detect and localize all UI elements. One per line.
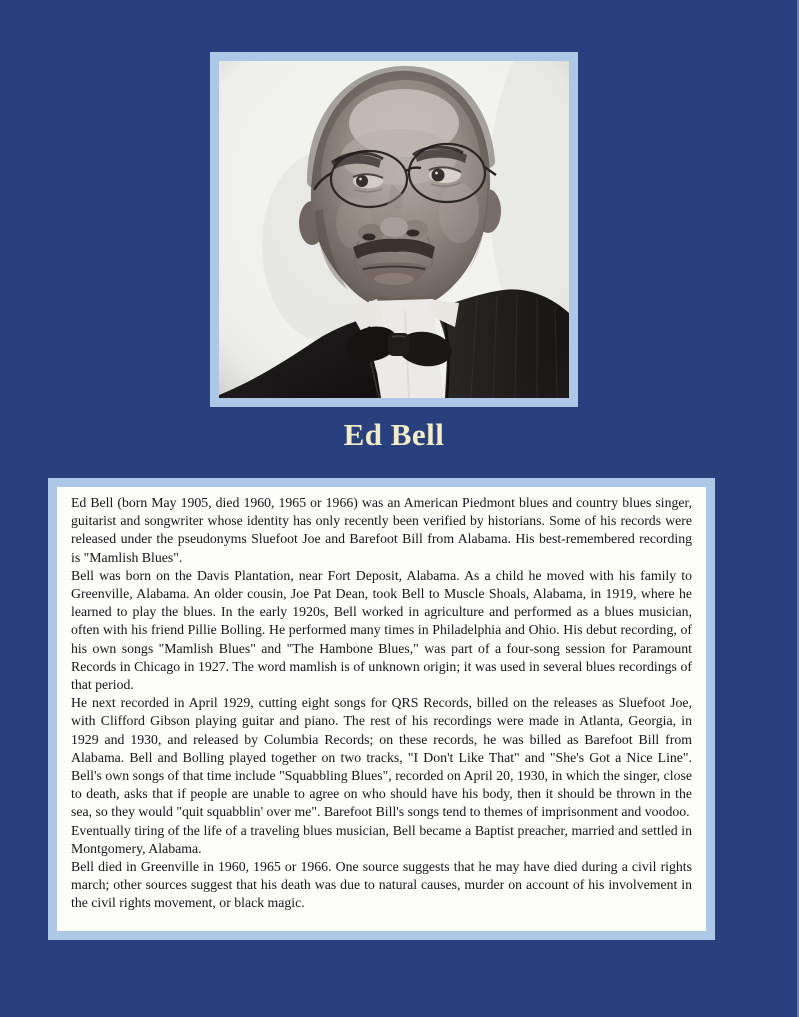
bio-paragraph-3: He next recorded in April 1929, cutting eight songs for QRS Records, billed on the releases as Sluefoot Joe, with Clifford Gibson playing guitar and piano. The rest of his recordings were made in Atlanta, Georgia, in 1929 and 1930, and released by Columbia Records; on these records, he was billed as Barefoot Bill from Alabama. Bell and Bolling played together on two tracks, "I Don't Like That" and "She's Got a Nice Line". Bell's own songs of that time include "Squabbling Blues", recorded on April 20, 1930, in which the singer, close to death, asks that if people are unable to agree on who should have his body, then it should be thrown in the sea, so they would "quit squabblin' over me". Barefoot Bill's songs tend to themes of imprisonment and voodoo. bbox=[71, 695, 692, 820]
bio-paragraph-4: Eventually tiring of the life of a traveling blues musician, Bell became a Baptist preacher, married and settled in Montgomery, Alabama. bbox=[71, 822, 692, 856]
bio-paragraph-1: Ed Bell (born May 1905, died 1960, 1965 or 1966) was an American Piedmont blues and country blues singer, guitarist and songwriter whose identity has only recently been verified by historians. Some of his records were released under the pseudonyms Sluefoot Joe and Barefoot Bill from Alabama. His best-remembered recording is "Mamlish Blues". bbox=[71, 495, 692, 565]
bio-paragraph-5: Bell died in Greenville in 1960, 1965 or 1966. One source suggests that he may have died during a civil rights march; other sources suggest that his death was due to natural causes, murder on account of his involvement in the civil rights movement, or black magic. bbox=[71, 859, 692, 911]
portrait-photo bbox=[219, 61, 569, 398]
page-title: Ed Bell bbox=[343, 417, 445, 452]
portrait-frame bbox=[210, 52, 578, 407]
bio-paragraph-2: Bell was born on the Davis Plantation, near Fort Deposit, Alabama. As a child he moved with his family to Greenville, Alabama. An older cousin, Joe Pat Dean, took Bell to Muscle Shoals, Alabama, in 1919, where he learned to play the blues. In the early 1920s, Bell worked in agriculture and performed as a blues musician, often with his friend Pillie Bolling. He performed many times in Philadelphia and Ohio. His debut recording, of his own songs "Mamlish Blues" and "The Hambone Blues," was part of a four-song session for Paramount Records in Chicago in 1927. The word mamlish is of unknown origin; it was used in several blues recordings of that period. bbox=[71, 567, 692, 693]
bio-box bbox=[48, 478, 715, 940]
